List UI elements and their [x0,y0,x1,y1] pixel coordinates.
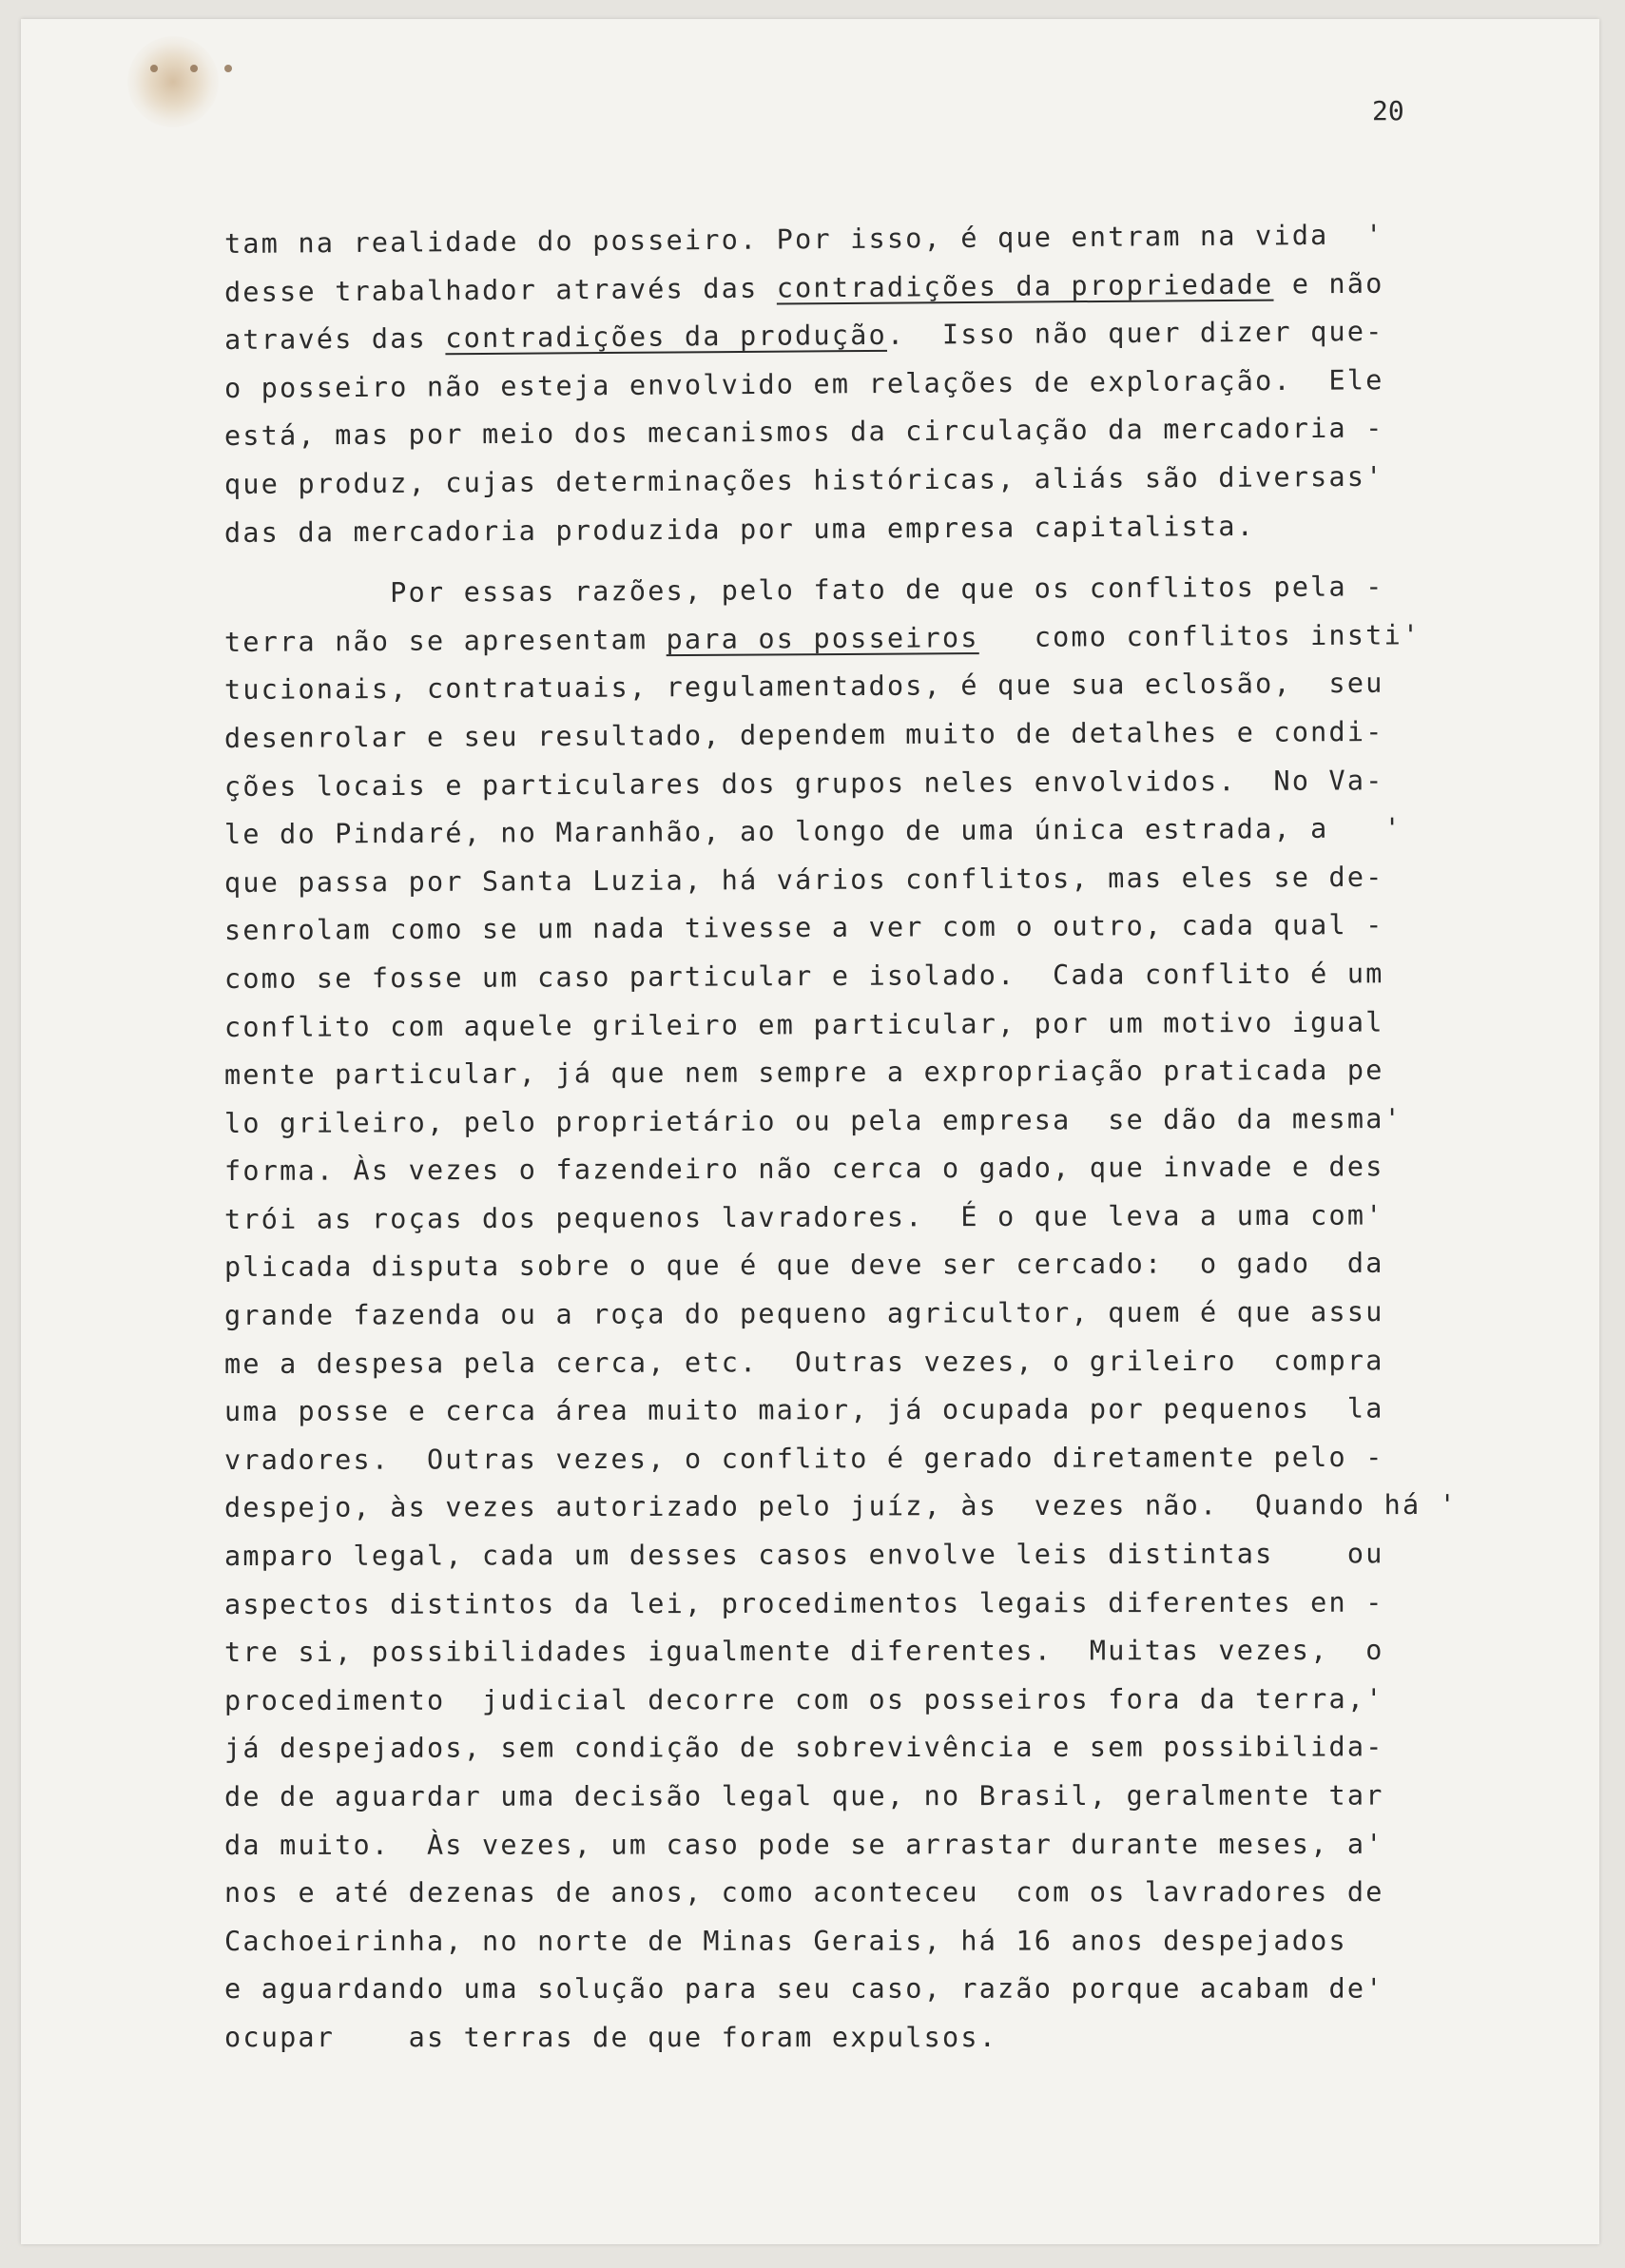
text-run: me a despesa pela cerca, etc. Outras vezes, o grileiro compra [223,1344,1384,1380]
text-line [224,1724,1441,1774]
text-run: plicada disputa sobre o que é que deve ser cercado: o gado da [223,1248,1384,1284]
text-run: tucionais, contratuais, regulamentados, é que sua eclosão, seu [223,668,1384,707]
text-run: aspectos distintos da lei, procedimentos legais diferentes en - [223,1586,1384,1620]
text-line [224,211,1441,269]
text-line [224,1047,1441,1100]
text-run: procedimento judicial decorre com os posseiros fora da terra,' [223,1682,1384,1716]
text-run: de de aguardar uma decisão legal que, no Brasil, geralmente tar [223,1779,1384,1812]
text-line [224,1820,1441,1870]
text-run: já despejados, sem condição de sobrevivência e sem possibilida- [223,1731,1384,1765]
text-line [224,804,1441,859]
text-line [224,1240,1441,1292]
page-number: 20 [1372,95,1404,126]
text-line [224,1579,1441,1629]
text-line [224,1530,1441,1580]
text-run: senrolam como se um nada tivesse a ver com o outro, cada qual - [223,909,1384,947]
document-body [223,219,1459,2063]
text-run: mente particular, já que nem sempre a expropriação praticada pe [223,1054,1384,1092]
text-line [224,1676,1441,1726]
text-line [224,1386,1441,1437]
underlined-text: contradições da produção [445,320,888,355]
text-line [223,1482,1459,1533]
text-run: terra não se apresentam [223,623,667,658]
text-line [224,1627,1441,1677]
stain-dot [190,65,198,72]
text-line [224,901,1441,956]
text-run: que produz, cujas determinações históricas, aliás são diversas' [223,460,1384,500]
text-line [224,2014,1441,2063]
text-run: uma posse e cerca área muito maior, já ocupada por pequenos la [223,1392,1384,1428]
text-run: Cachoeirinha, no norte de Minas Gerais, há 16 anos despejados [223,1925,1347,1957]
text-line [224,1289,1441,1341]
text-run: da muito. Às vezes, um caso pode se arrastar durante meses, a' [223,1828,1384,1861]
text-line [224,853,1441,907]
stain-mark [127,36,219,127]
text-run: que passa por Santa Luzia, há vários conflitos, mas eles se de- [223,861,1384,899]
text-run: grande fazenda ou a roça do pequeno agricultor, quem é que assu [223,1296,1384,1332]
text-run: vradores. Outras vezes, o conflito é gerado diretamente pelo - [223,1441,1384,1476]
text-run: desse trabalhador através das [223,272,777,308]
text-run: como se fosse um caso particular e isolado. Cada conflito é um [223,958,1384,995]
text-line [224,404,1441,461]
text-line [224,1337,1441,1388]
text-line [224,611,1441,668]
stain-dot [150,65,158,72]
text-run: nos e até dezenas de anos, como aconteceu com os lavradores de [223,1876,1384,1909]
text-line [224,1143,1441,1196]
text-line [224,563,1441,619]
text-run: conflito com aquele grileiro em particular, por um motivo igual [223,1006,1384,1043]
text-line [224,950,1441,1004]
text-line [224,756,1441,811]
text-line [224,501,1441,557]
text-run: tam na realidade do posseiro. Por isso, é que entram na vida ' [223,219,1384,260]
text-line [224,453,1441,509]
text-run: através das [223,322,446,357]
text-run: . Isso não quer dizer que- [886,316,1384,352]
text-run: das da mercadoria produzida por uma empresa capitalista. [223,510,1256,549]
paragraph [223,571,1459,2062]
stain-dot [224,65,232,72]
text-run: está, mas por meio dos mecanismos da circulação da mercadoria - [223,412,1384,453]
text-run: desenrolar e seu resultado, dependem muito de detalhes e condi- [223,715,1384,754]
text-run: ocupar as terras de que foram expulsos. [223,2021,998,2053]
text-run: e aguardando uma solução para seu caso, razão porque acabam de' [223,1972,1384,2006]
text-run: como conflitos insti' [978,618,1422,653]
text-line [224,308,1441,365]
text-run: amparo legal, cada um desses casos envolve leis distintas ou [223,1538,1384,1573]
text-line [224,1869,1441,1918]
text-line [224,1192,1441,1244]
text-run: ções locais e particulares dos grupos neles envolvidos. No Va- [223,764,1384,803]
text-run: e não [1273,267,1384,300]
text-line [224,708,1441,764]
text-line [224,998,1441,1052]
text-run: despejo, às vezes autorizado pelo juíz, às vezes não. Quando há ' [223,1489,1459,1524]
text-line [224,1433,1441,1484]
underlined-text: para os posseiros [666,621,979,655]
text-line [224,1917,1441,1966]
text-run: lo grileiro, pelo proprietário ou pela empresa se dão da mesma' [223,1102,1403,1139]
text-run: forma. Às vezes o fazendeiro não cerca o gado, que invade e des [223,1151,1384,1188]
text-line [224,1095,1441,1148]
text-run: o posseiro não esteja envolvido em relações de exploração. Ele [223,363,1384,404]
text-line [224,660,1441,715]
paragraph [224,221,1441,557]
text-run: Por essas razões, pelo fato de que os conflitos pela - [223,571,1384,611]
text-run: le do Pindaré, no Maranhão, ao longo de uma única estrada, a ' [223,812,1403,851]
text-line [224,1966,1441,2014]
text-run: trói as roças dos pequenos lavradores. É o que leva a uma com' [223,1199,1384,1235]
text-line [224,1773,1441,1822]
text-run: tre si, possibilidades igualmente diferentes. Muitas vezes, o [223,1635,1384,1669]
underlined-text: contradições da propriedade [776,268,1274,304]
